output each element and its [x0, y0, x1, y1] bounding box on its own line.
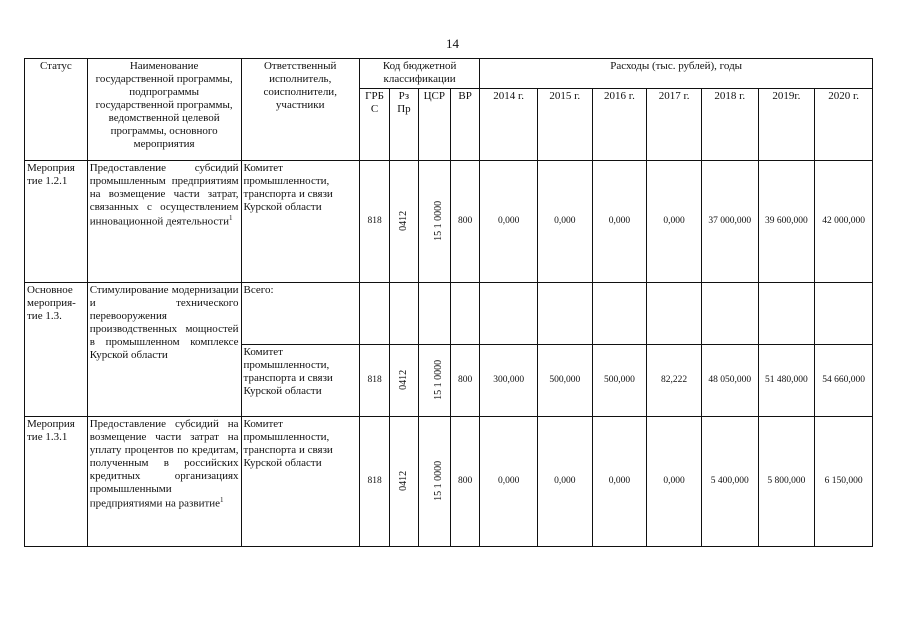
row-grbs: 818 [359, 417, 389, 547]
empty-cell [758, 283, 815, 345]
row-value-2014: 300,000 [480, 345, 538, 417]
row-value-2014: 0,000 [480, 161, 538, 283]
empty-cell [418, 283, 450, 345]
header-year-2014: 2014 г. [480, 89, 538, 161]
header-expenses: Расходы (тыс. рублей), годы [480, 59, 873, 89]
budget-table [24, 58, 873, 547]
row-value-2015: 500,000 [537, 345, 592, 417]
table-row [25, 283, 873, 345]
header-year-2016: 2016 г. [592, 89, 647, 161]
header-status: Статус [25, 59, 88, 161]
empty-cell [647, 283, 702, 345]
row-vr: 800 [450, 417, 479, 547]
table-row [25, 417, 873, 547]
row-total-label: Всего: [241, 283, 359, 345]
row-value-2019: 51 480,000 [758, 345, 815, 417]
row-rzpr: 0412 [390, 161, 418, 283]
row-responsible: Комитет промышленности, транспорта и связи Курской области [241, 161, 359, 283]
empty-cell [701, 283, 758, 345]
header-responsible: Ответственный исполнитель, соисполнители, участники [241, 59, 359, 161]
row-value-2016: 500,000 [592, 345, 647, 417]
header-rzpr: Рз Пр [390, 89, 418, 161]
row-rzpr: 0412 [390, 417, 418, 547]
empty-cell [592, 283, 647, 345]
row-status: Основное мероприя- тие 1.3. [25, 283, 88, 417]
row-name: Стимулирование модернизации и технического перевооружения производственных мощностей в промышленном комплексе Курской области [87, 283, 241, 417]
header-year-2017: 2017 г. [647, 89, 702, 161]
row-value-2018: 37 000,000 [701, 161, 758, 283]
row-value-2019: 39 600,000 [758, 161, 815, 283]
row-value-2017: 0,000 [647, 161, 702, 283]
header-csr: ЦСР [418, 89, 450, 161]
header-grbs: ГРБ С [359, 89, 389, 161]
row-value-2016: 0,000 [592, 161, 647, 283]
page-number: 14 [446, 36, 459, 51]
row-value-2020: 6 150,000 [815, 417, 873, 547]
empty-cell [450, 283, 479, 345]
row-value-2020: 54 660,000 [815, 345, 873, 417]
empty-cell [359, 283, 389, 345]
row-value-2014: 0,000 [480, 417, 538, 547]
row-value-2015: 0,000 [537, 417, 592, 547]
header-year-2015: 2015 г. [537, 89, 592, 161]
header-year-2019: 2019г. [758, 89, 815, 161]
row-name: Предоставление субсидий промышленным предприятиям на возмещение части затрат, связанных с осуществлением инновационной деятельности$^1$ [87, 161, 241, 283]
row-value-2017: 0,000 [647, 417, 702, 547]
row-rzpr: 0412 [390, 345, 418, 417]
row-csr: 15 1 0000 [418, 417, 450, 547]
row-vr: 800 [450, 345, 479, 417]
row-value-2019: 5 800,000 [758, 417, 815, 547]
row-csr: 15 1 0000 [418, 345, 450, 417]
header-row-1 [25, 59, 873, 89]
row-responsible: Комитет промышленности, транспорта и связи Курской области [241, 417, 359, 547]
header-year-2018: 2018 г. [701, 89, 758, 161]
row-value-2020: 42 000,000 [815, 161, 873, 283]
row-responsible: Комитет промышленности, транспорта и связи Курской области [241, 345, 359, 417]
header-vr: ВР [450, 89, 479, 161]
table-row [25, 161, 873, 283]
row-status: Мероприя тие 1.2.1 [25, 161, 88, 283]
empty-cell [815, 283, 873, 345]
header-year-2020: 2020 г. [815, 89, 873, 161]
header-budget-code: Код бюджетной классификации [359, 59, 479, 89]
row-value-2016: 0,000 [592, 417, 647, 547]
row-csr: 15 1 0000 [418, 161, 450, 283]
header-name: Наименование государственной программы, подпрограммы государственной программы, ведомственной целевой программы, основного мероприятия [87, 59, 241, 161]
empty-cell [390, 283, 418, 345]
row-value-2018: 48 050,000 [701, 345, 758, 417]
row-value-2017: 82,222 [647, 345, 702, 417]
row-value-2018: 5 400,000 [701, 417, 758, 547]
row-status: Мероприя тие 1.3.1 [25, 417, 88, 547]
row-vr: 800 [450, 161, 479, 283]
row-name: Предоставление субсидий на возмещение части затрат на уплату процентов по кредитам, полученным в российских кредитных организациях промышленными предприятиями на развитие$^1$ [87, 417, 241, 547]
row-grbs: 818 [359, 161, 389, 283]
row-grbs: 818 [359, 345, 389, 417]
row-value-2015: 0,000 [537, 161, 592, 283]
empty-cell [537, 283, 592, 345]
empty-cell [480, 283, 538, 345]
